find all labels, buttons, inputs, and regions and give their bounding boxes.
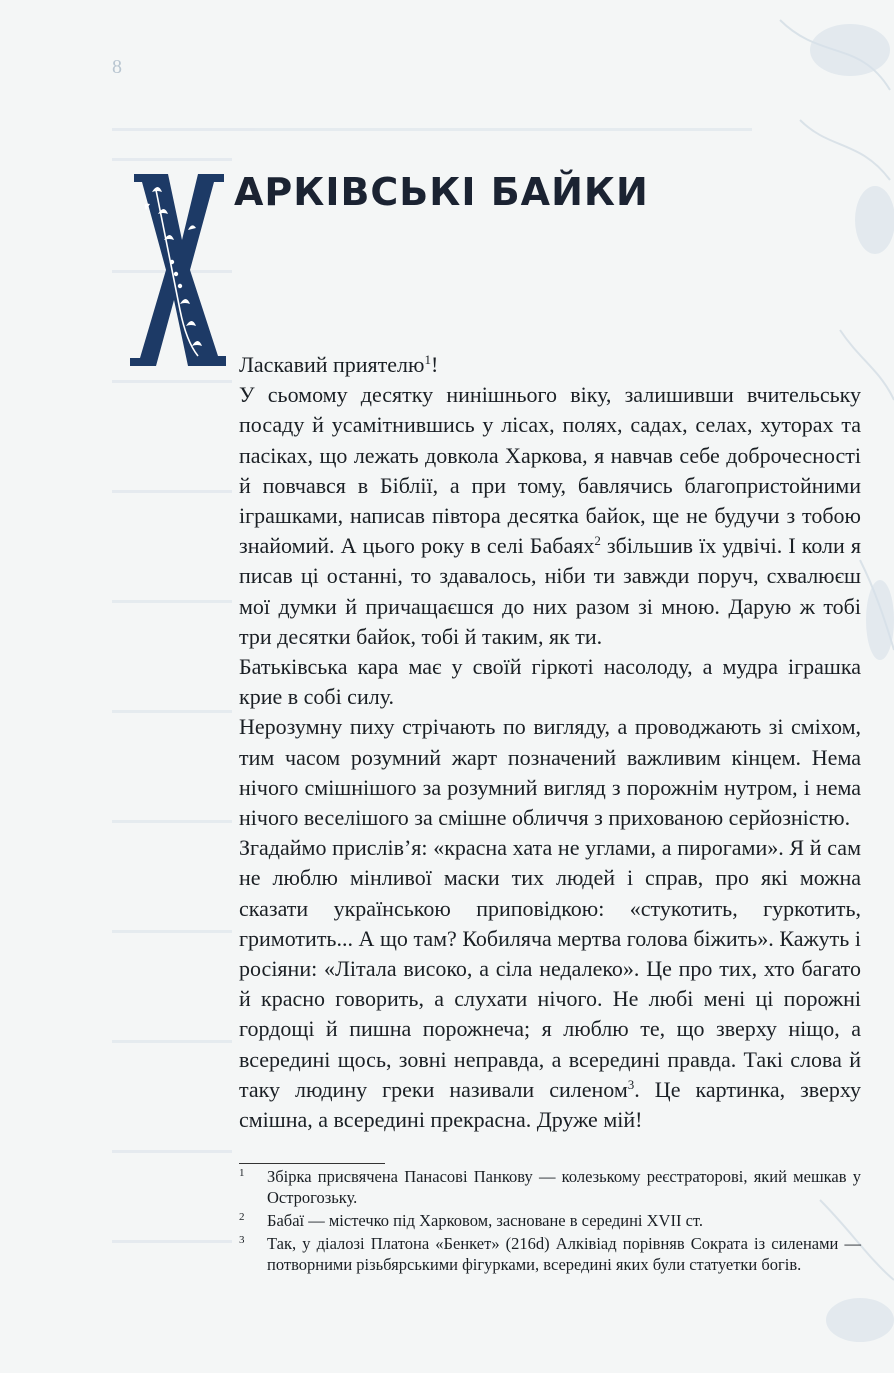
greeting-text: Ласкавий приятелю (239, 352, 425, 377)
footnote-number: 1 (239, 1167, 245, 1179)
footnote-3 (239, 1233, 861, 1275)
ornamental-dropcap-x (128, 170, 228, 370)
footnote-text: Збірка присвячена Панасові Панкову — колезькому реєстраторові, який мешкав у Острогозьку. (267, 1167, 861, 1207)
footnote-divider (239, 1163, 385, 1164)
paragraph-4-part-a: Згадаймо прислів’я: «красна хата не углами, а пирогами». Я й сам не люблю мінливої маски тих людей і справ, про які можна сказати українською приповідкою: «стукотить, гуркотить, гримотить... А що там? Кобиляча мертва голова біжить». Кажуть і росіяни: «Літала високо, а сіла недалеко». Це про тих, хто багато й красно говорить, а слухати нічого. Не любі мені ці порожні гордощі й пишна порожнеча; я люблю те, що зверху ніщо, а всередині щось, зовні неправда, а всередині правда. Такі слова й таку людину греки називали силеном (239, 835, 861, 1102)
footnote-ref-3: 3 (627, 1076, 635, 1092)
paragraph-1-part-a: У сьомому десятку нинішнього віку, залишивши вчительську посаду й усамітнившись у лісах, полях, садах, селах, хуторах та пасіках, що лежать довкола Харкова, я навчав себе доброчесності й повчався в Біблії, а при тому, бавлячись благопристойними іграшками, написав півтора десятка байок, ще не будучи з тобою знайомий. А цього року в селі Бабаях (239, 382, 861, 559)
paragraph-3: Нерозумну пиху стрічають по вигляду, а проводжають зі сміхом, тим часом розумний жарт позначений важливим кінцем. Нема нічого смішнішого за розумний вигляд з порожнім нутром, і нема нічого веселішого за смішне обличчя з прихованою серйозністю. (239, 714, 861, 831)
greeting-line (239, 350, 861, 380)
footnote-ref-1: 1 (424, 352, 431, 367)
footnote-number: 2 (239, 1211, 245, 1223)
greeting-end: ! (430, 352, 439, 377)
footnote-2 (239, 1210, 861, 1231)
body-text (239, 350, 861, 1135)
footnote-text: Бабаї — містечко під Харковом, засноване в середині XVII ст. (267, 1211, 704, 1230)
footnote-text: Так, у діалозі Платона «Бенкет» (216d) Алківіад порівняв Сократа із силенами — потворними різьбярськими фігурками, всередині яких були статуетки богів. (267, 1234, 861, 1274)
paragraph-2: Батьківська кара має у своїй гіркоті насолоду, а мудра іграшка крие в собі силу. (239, 654, 861, 710)
footnote-ref-2: 2 (594, 533, 601, 549)
page-number: 8 (112, 56, 122, 78)
footnote-1 (239, 1166, 861, 1208)
paragraph-4-part-b: . Це картинка, зверху смішна, а всередині прекрасна. Друже мій! (239, 1076, 861, 1133)
paragraph-1-part-b: збільшив їх удвічі. І коли я писав ці останні, то здавалось, ніби ти завжди поруч, схвалюєш мої думки й причащаєшся до них разом зі мною. Дарую ж тобі три десятки байок, тобі й таким, як ти. (239, 533, 861, 649)
chapter-title-text: АРКІВСЬКІ БАЙКИ (234, 170, 649, 214)
footnote-number: 3 (239, 1234, 245, 1246)
paragraph-1 (239, 380, 861, 652)
paragraph-4 (239, 833, 861, 1135)
footnotes (239, 1166, 861, 1277)
